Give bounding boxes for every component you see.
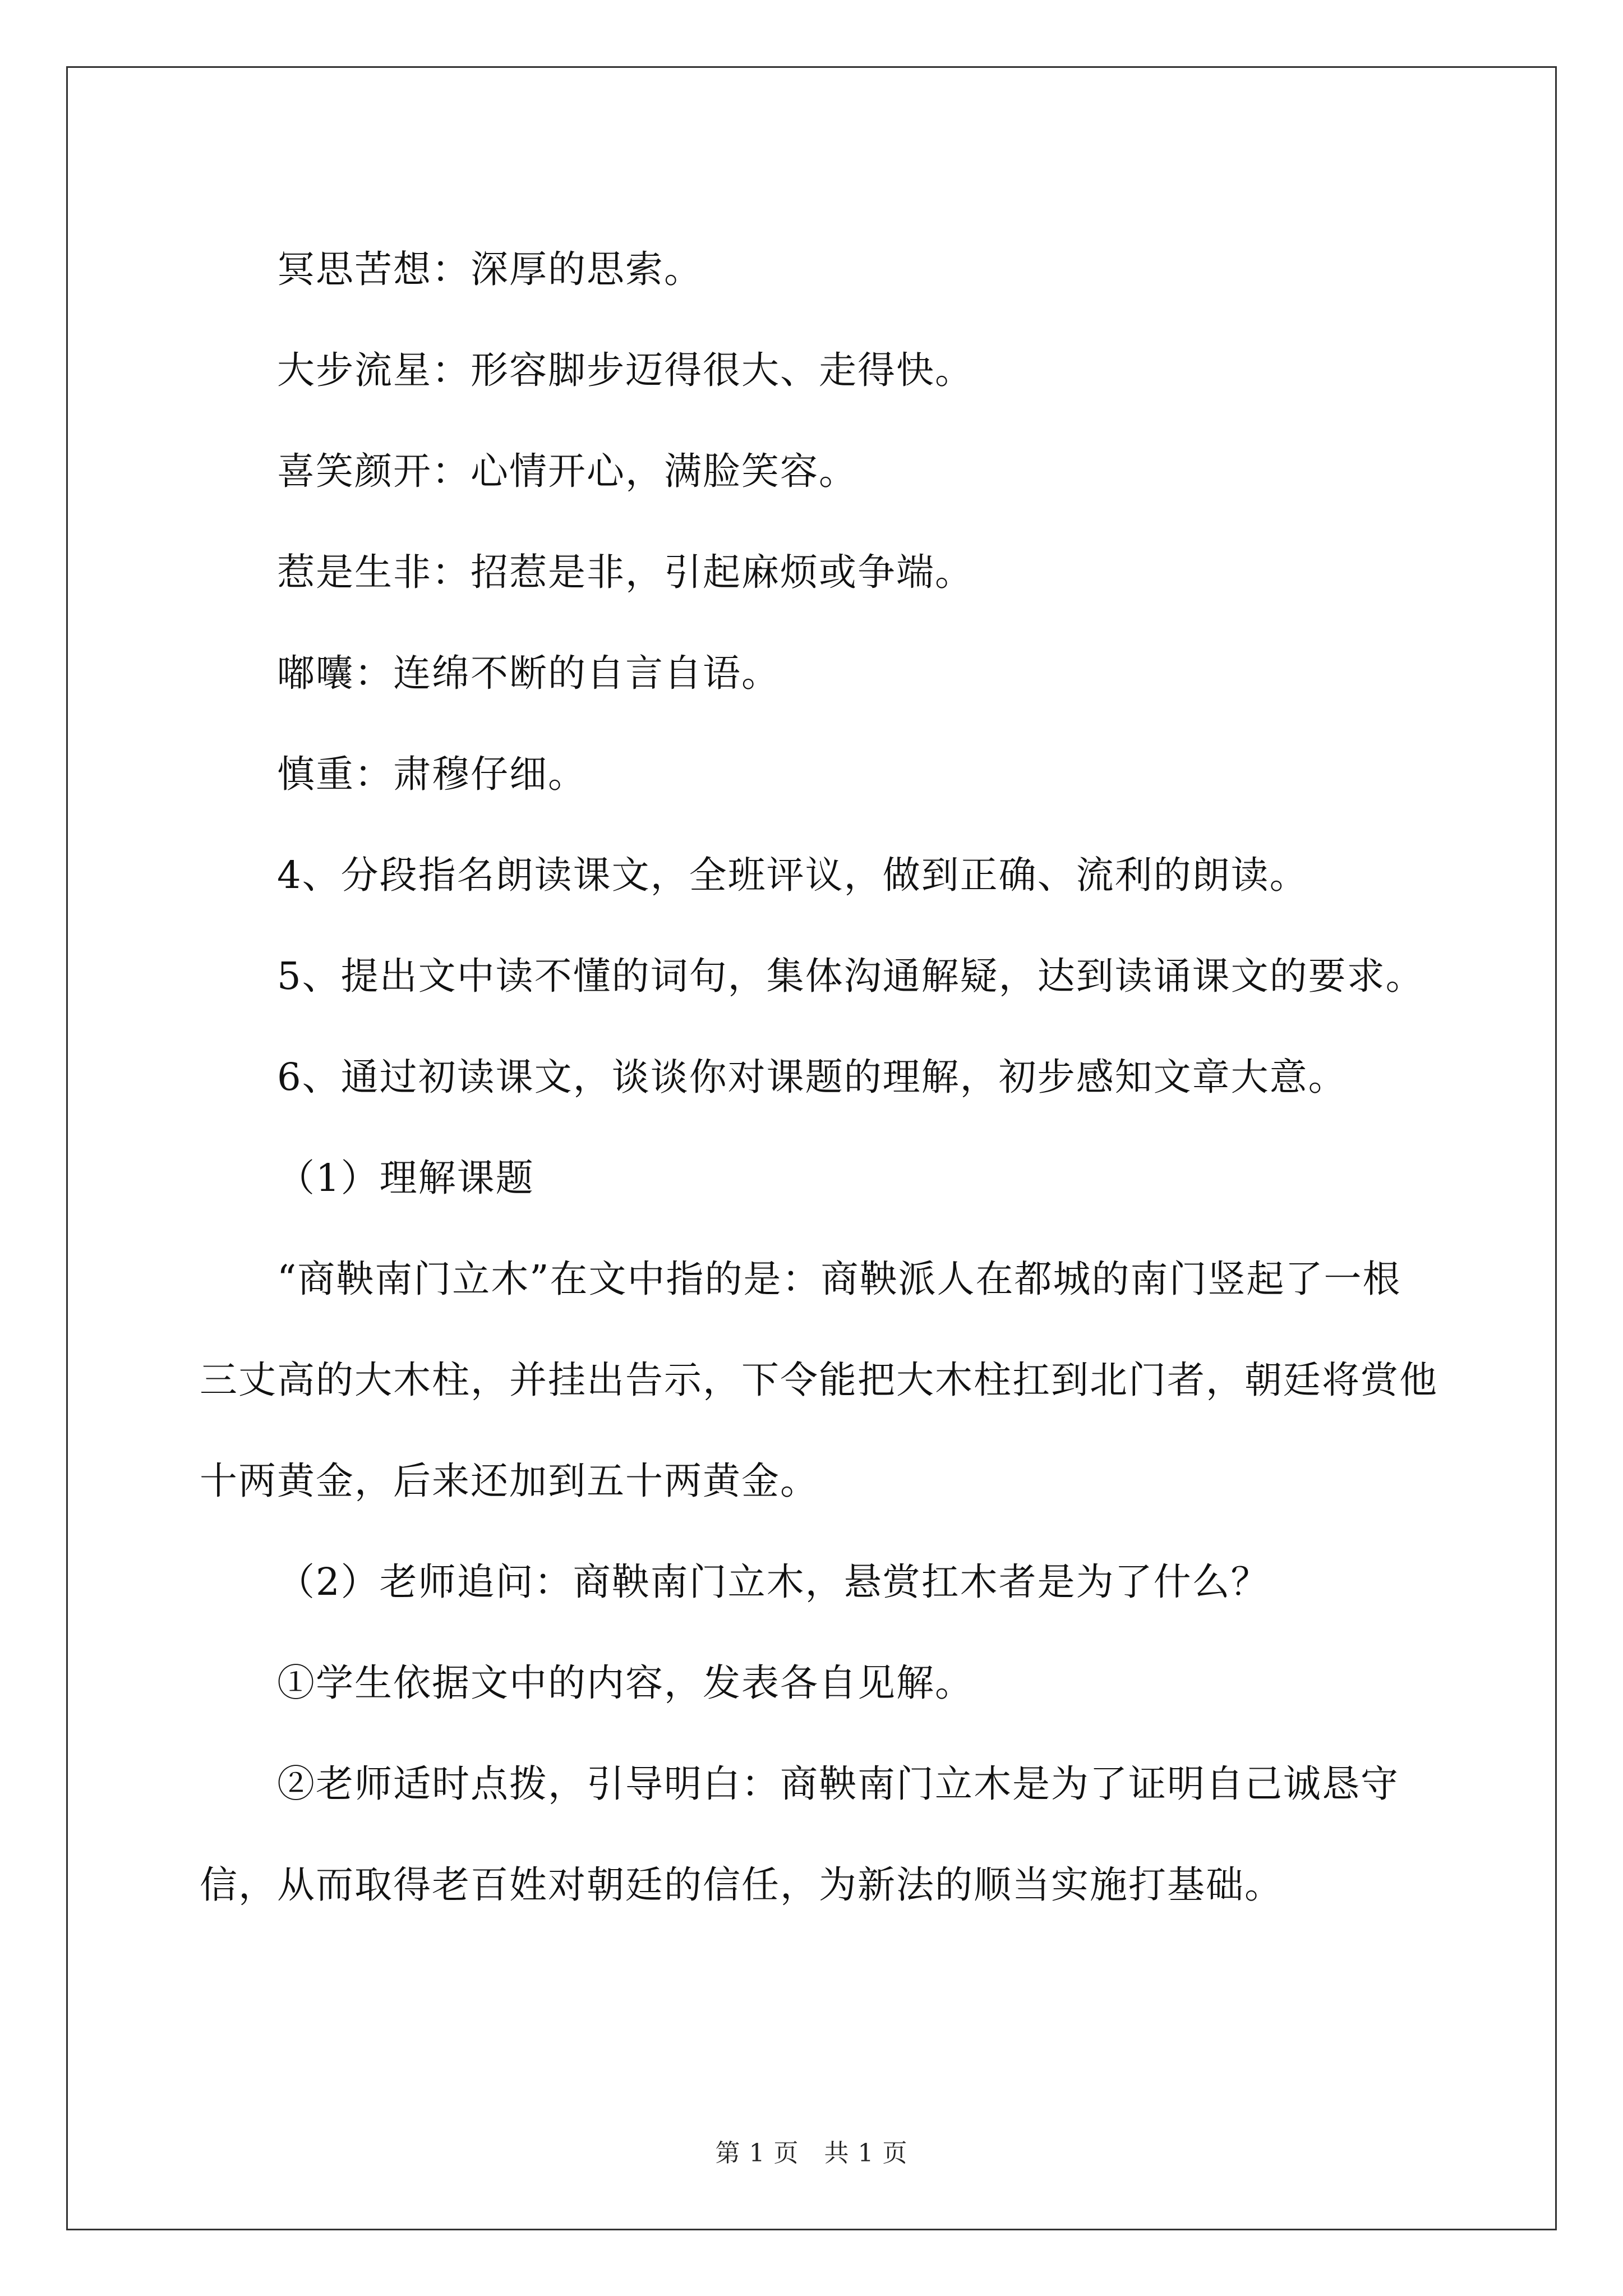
paragraph-title-explanation: “商鞅南门立木”在文中指的是：商鞅派人在都城的南门竖起了一根三丈高的大木柱，并挂出告示，下令能把大木柱扛到北门者，朝廷将赏他十两黄金，后来还加到五十两黄金。 — [200, 1257, 1438, 1503]
paragraph-point-2: ②老师适时点拨，引导明白：商鞅南门立木是为了证明自己诚恳守信，从而取得老百姓对朝廷的信任，为新法的顺当实施打基础。 — [200, 1762, 1399, 1907]
document-body — [200, 219, 1439, 1935]
paragraph-subheading-2: （2）老师追问：商鞅南门立木，悬赏扛木者是为了什么？ — [277, 1560, 1270, 1604]
paragraph-point-1: ①学生依据文中的内容，发表各自见解。 — [277, 1661, 974, 1705]
paragraph-idiom-2: 大步流星：形容脚步迈得很大、走得快。 — [277, 348, 974, 392]
paragraph-step-6: 6、通过初读课文，谈谈你对课题的理解，初步感知文章大意。 — [277, 1055, 1347, 1099]
paragraph-idiom-1: 冥思苦想：深厚的思索。 — [277, 247, 703, 291]
paragraph-idiom-3: 喜笑颜开：心情开心，满脸笑容。 — [277, 449, 857, 493]
paragraph-step-4: 4、分段指名朗读课文，全班评议，做到正确、流利的朗读。 — [277, 853, 1308, 897]
paragraph-step-5: 5、提出文中读不懂的词句，集体沟通解疑，达到读诵课文的要求。 — [277, 954, 1424, 998]
paragraph-word-1: 嘟囔：连绵不断的自言自语。 — [277, 651, 780, 695]
paragraph-word-2: 慎重：肃穆仔细。 — [277, 752, 587, 796]
paragraph-subheading-1: （1）理解课题 — [277, 1156, 534, 1200]
page-footer: 第 1 页 共 1 页 — [715, 2139, 908, 2168]
paragraph-idiom-4: 惹是生非：招惹是非，引起麻烦或争端。 — [277, 550, 974, 594]
